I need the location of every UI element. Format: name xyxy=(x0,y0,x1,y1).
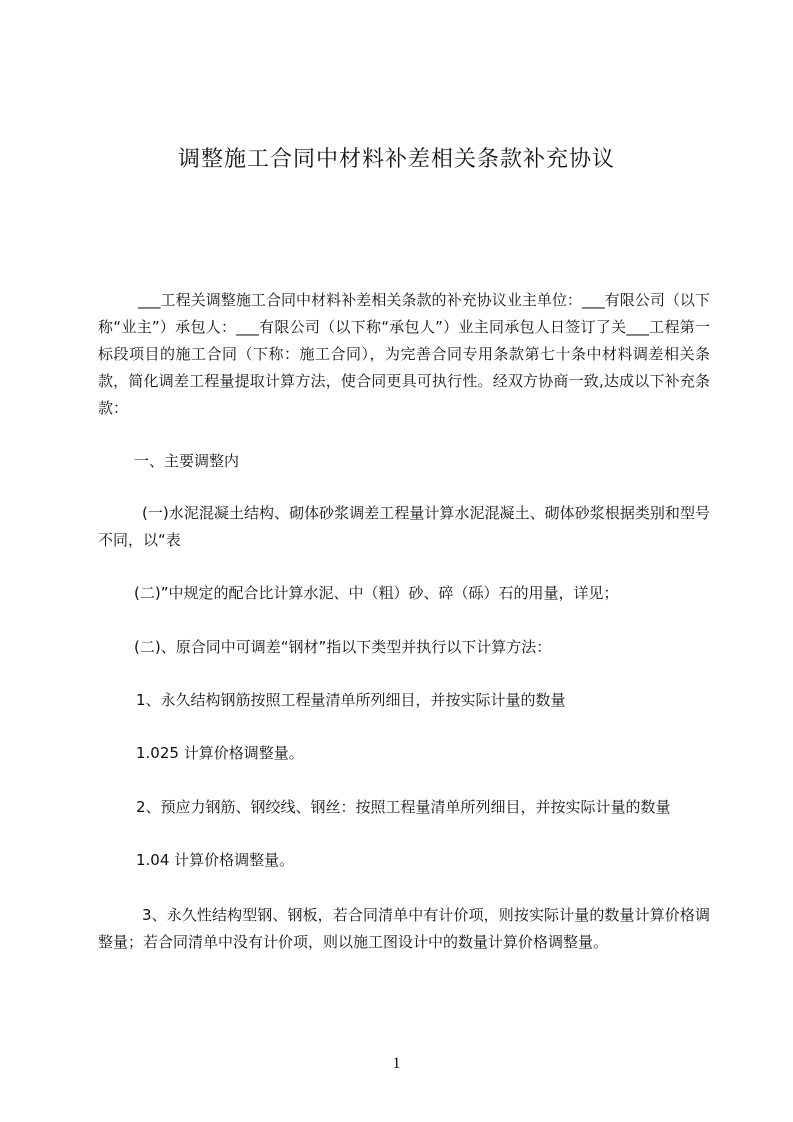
clause-2: 2、预应力钢筋、钢绞线、钢丝：按照工程量清单所列细目，并按实际计量的数量 xyxy=(136,798,671,816)
clause-1-factor: 1.025 计算价格调整量。 xyxy=(136,744,304,762)
page-number: 1 xyxy=(392,1055,401,1072)
section-heading: 一、主要调整内 xyxy=(134,452,240,470)
clause-1: 1、永久结构钢筋按照工程量清单所列细目，并按实际计量的数量 xyxy=(136,691,566,709)
document-title: 调整施工合同中材料补差相关条款补充协议 xyxy=(177,147,615,172)
intro-paragraph: ___工程关调整施工合同中材料补差相关条款的补充协议业主单位：___有限公司（以下称“业主”）承包人：___有限公司（以下称“承包人”）业主同承包人日签订了关___工程第一标段项目的施工合同（下称：施工合同），为完善合同专用条款第七十条中材料调差相关条款，简化调差工程量提取计算方法，使合同更具可执行性。经双方协商一致,达成以下补充条款： xyxy=(98,291,710,417)
clause-2-factor: 1.04 计算价格调整量。 xyxy=(136,851,295,869)
item-2-paragraph: (二)、原合同中可调差“钢材”指以下类型并执行以下计算方法： xyxy=(134,638,552,656)
clause-3: 3、永久性结构型钢、钢板，若合同清单中有计价项，则按实际计量的数量计算价格调整量；若合同清单中没有计价项，则以施工图设计中的数量计算价格调整量。 xyxy=(98,906,710,951)
item-1-continuation: (二)”中规定的配合比计算水泥、中（粗）砂、碎（砾）石的用量，详见； xyxy=(134,584,619,602)
item-1-paragraph: (一)水泥混凝土结构、砌体砂浆调差工程量计算水泥混凝土、砌体砂浆根据类别和型号不同，以“表 xyxy=(98,504,710,549)
